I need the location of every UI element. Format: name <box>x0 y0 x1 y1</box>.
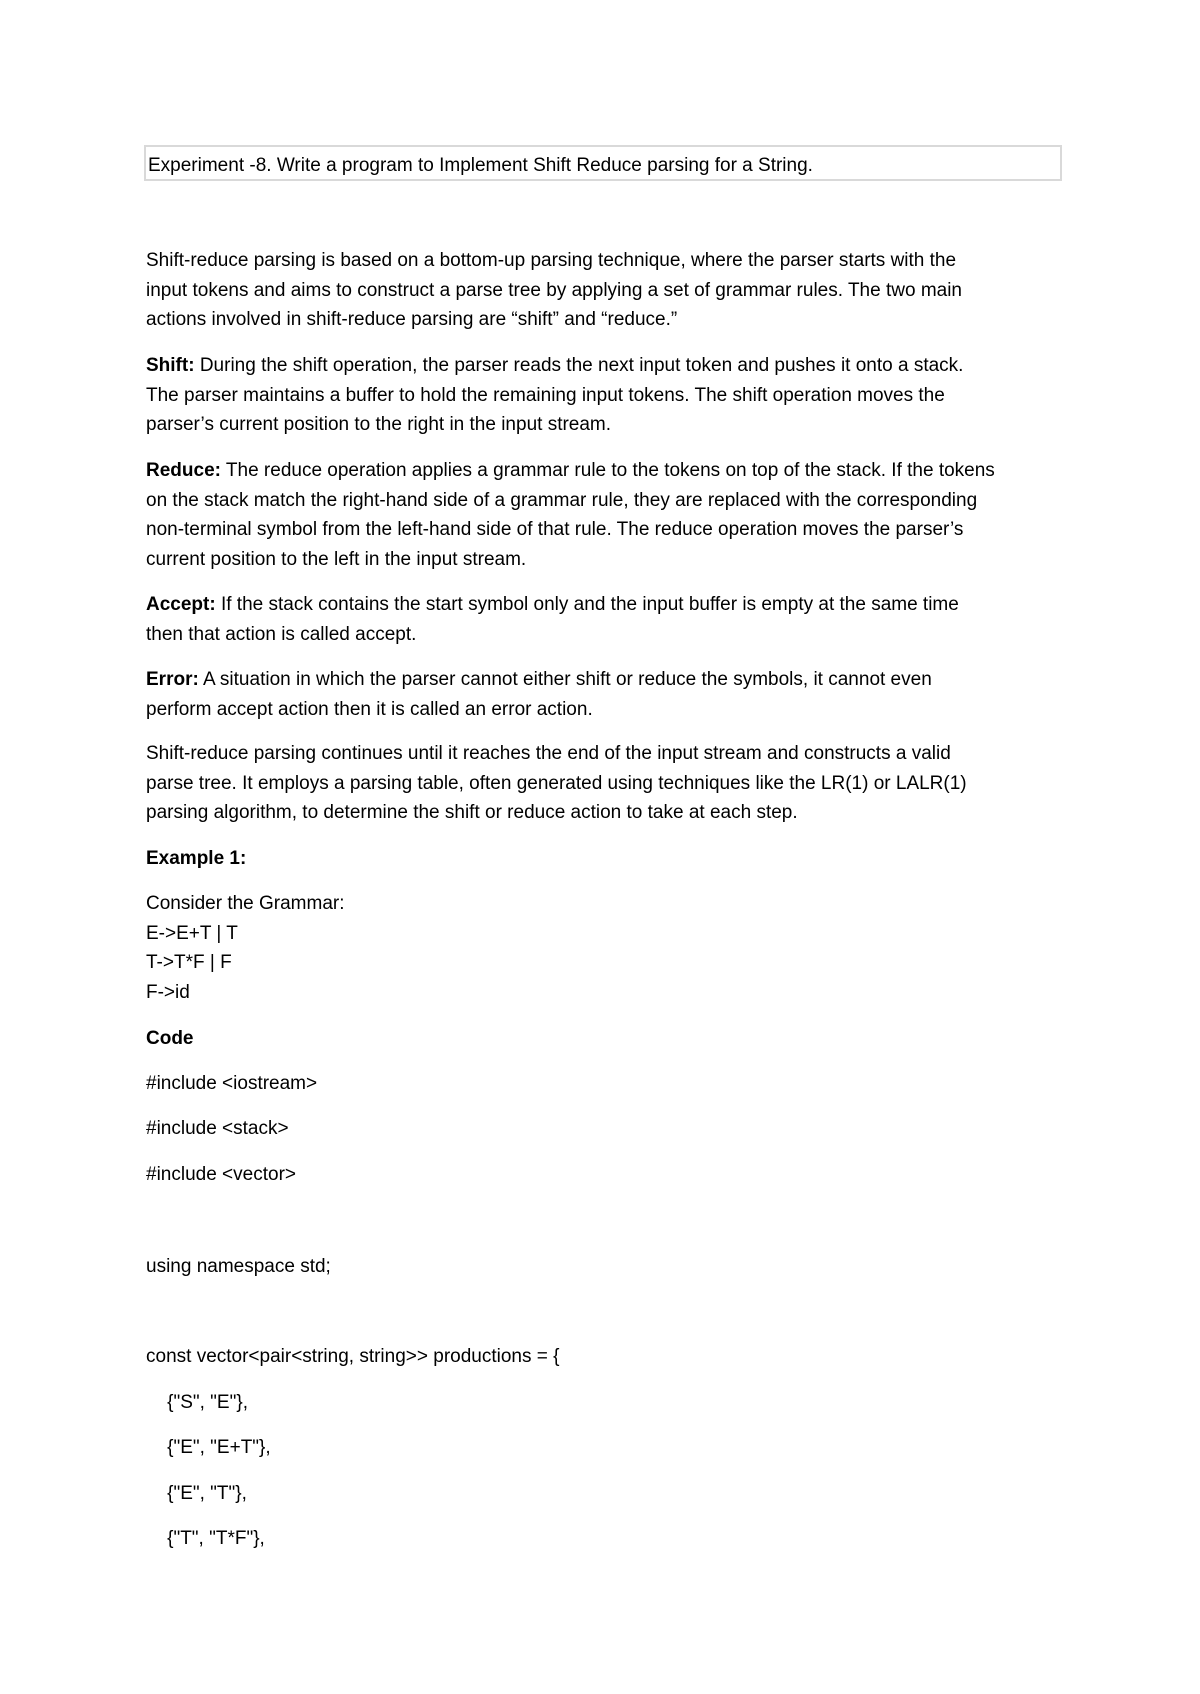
reduce-text: non-terminal symbol from the left-hand side of that rule. The reduce operation moves the parser’s <box>146 519 964 540</box>
shift-text: The parser maintains a buffer to hold the remaining input tokens. The shift operation moves the <box>146 384 945 406</box>
accept-label: Accept: <box>146 594 216 615</box>
summary-line: Shift-reduce parsing continues until it reaches the end of the input stream and constructs a valid <box>146 743 951 764</box>
accept-text: then that action is called accept. <box>146 623 417 645</box>
code-line: const vector<pair<string, string>> productions = { <box>146 1346 560 1367</box>
code-line: {"E", "E+T"}, <box>146 1437 271 1458</box>
reduce-text: on the stack match the right-hand side of a grammar rule, they are replaced with the corresponding <box>146 489 978 511</box>
example-heading <box>146 844 1076 874</box>
reduce-paragraph <box>146 456 1076 574</box>
error-text: perform accept action then it is called an error action. <box>146 698 593 720</box>
intro-line: Shift-reduce parsing is based on a bottom-up parsing technique, where the parser starts with the <box>146 250 957 271</box>
reduce-label: Reduce: <box>146 460 221 481</box>
accept-text: If the stack contains the start symbol only and the input buffer is empty at the same time <box>215 594 959 615</box>
shift-label: Shift: <box>146 355 195 376</box>
error-label: Error: <box>146 669 199 690</box>
code-line: #include <iostream> <box>146 1073 318 1094</box>
code-line: {"T", "T*F"}, <box>146 1528 265 1549</box>
code-heading <box>146 1024 1076 1054</box>
code-heading-text: Code <box>146 1028 194 1049</box>
error-paragraph <box>146 665 1076 724</box>
grammar-block <box>146 889 1076 1007</box>
code-line: {"E", "T"}, <box>146 1483 247 1504</box>
example-heading-text: Example 1: <box>146 848 247 869</box>
experiment-title: Experiment -8. Write a program to Implement Shift Reduce parsing for a String. <box>144 145 1062 181</box>
summary-paragraph <box>146 739 1076 828</box>
summary-line: parse tree. It employs a parsing table, often generated using techniques like the LR(1) or LALR(1) <box>146 772 967 794</box>
intro-line: actions involved in shift-reduce parsing are “shift” and “reduce.” <box>146 309 678 330</box>
grammar-line: Consider the Grammar: <box>146 893 345 914</box>
code-line: #include <stack> <box>146 1118 289 1139</box>
code-line: #include <vector> <box>146 1164 296 1185</box>
shift-text: parser’s current position to the right in the input stream. <box>146 414 612 435</box>
grammar-line: T->T*F | F <box>146 952 232 973</box>
intro-line: input tokens and aims to construct a parse tree by applying a set of grammar rules. The two main <box>146 279 962 301</box>
intro-paragraph <box>146 246 1076 335</box>
error-text: A situation in which the parser cannot either shift or reduce the symbols, it cannot even <box>198 669 932 690</box>
code-line: using namespace std; <box>146 1256 331 1277</box>
summary-line: parsing algorithm, to determine the shift or reduce action to take at each step. <box>146 802 798 823</box>
reduce-text: current position to the left in the input stream. <box>146 548 527 570</box>
shift-text: During the shift operation, the parser reads the next input token and pushes it onto a stack. <box>194 355 964 376</box>
code-line: {"S", "E"}, <box>146 1392 248 1413</box>
accept-paragraph <box>146 590 1076 649</box>
grammar-line: F->id <box>146 981 190 1003</box>
grammar-line: E->E+T | T <box>146 922 238 944</box>
reduce-text: The reduce operation applies a grammar rule to the tokens on top of the stack. If the tokens <box>220 460 995 481</box>
shift-paragraph <box>146 351 1076 440</box>
